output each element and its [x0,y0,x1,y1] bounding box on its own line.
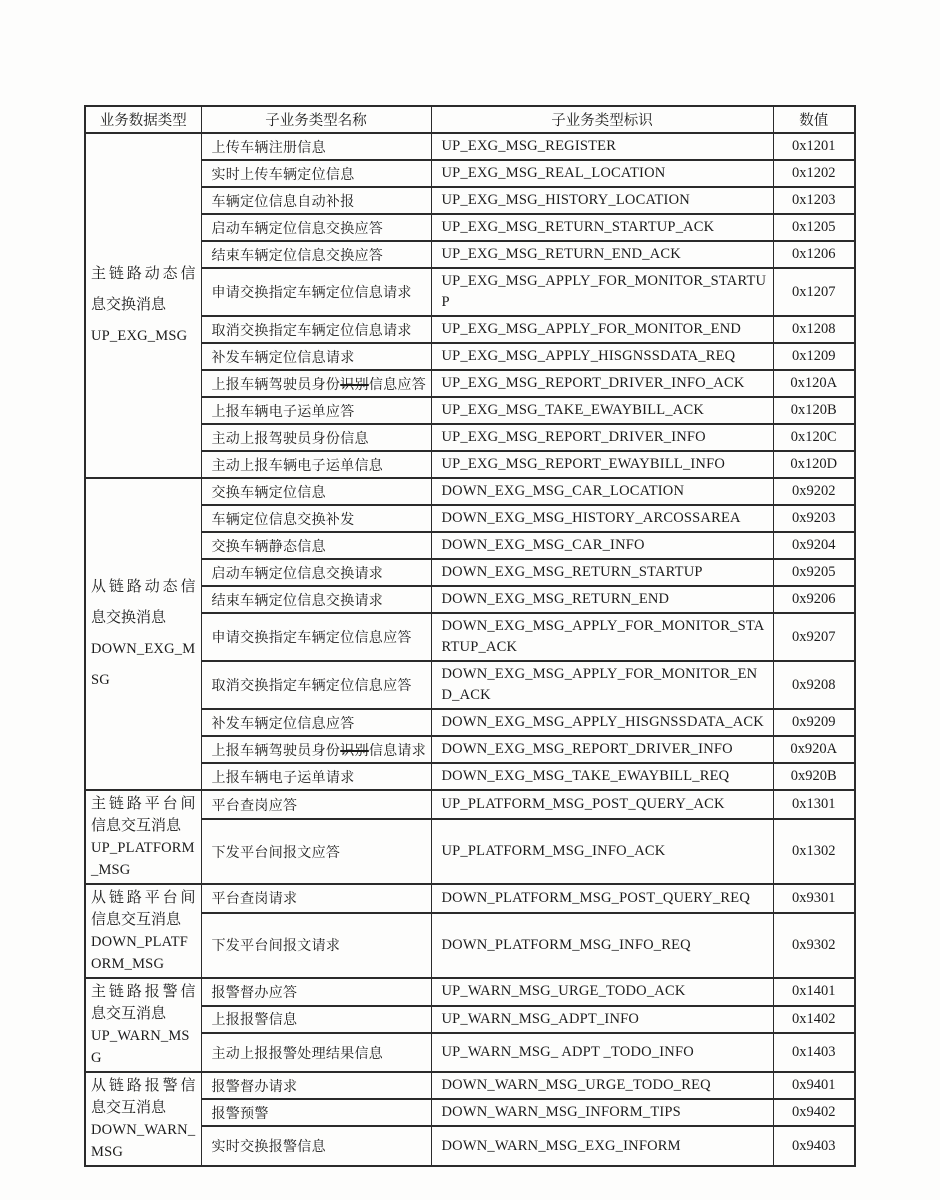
subtype-id-cell: UP_EXG_MSG_REPORT_DRIVER_INFO_ACK [431,370,773,397]
subtype-id-cell: UP_EXG_MSG_HISTORY_LOCATION [431,187,773,214]
subtype-name-cell: 交换车辆定位信息 [201,478,431,505]
subtype-name-cell: 结束车辆定位信息交换应答 [201,241,431,268]
group-label: 从链路动态信息交换消息 [91,579,196,626]
value-cell: 0x9302 [773,913,855,978]
group-label-cell [85,978,201,1072]
subtype-name-cell: 结束车辆定位信息交换请求 [201,586,431,613]
table-row [85,268,855,316]
subtype-id-cell: DOWN_EXG_MSG_APPLY_HISGNSSDATA_ACK [431,709,773,736]
subtype-name-text: 上报车辆驾驶员身份 [211,743,341,759]
subtype-name-cell: 申请交换指定车辆定位信息请求 [201,268,431,316]
subtype-id-cell: DOWN_WARN_MSG_URGE_TODO_REQ [431,1072,773,1099]
subtype-id-cell: UP_EXG_MSG_APPLY_FOR_MONITOR_STARTUP [431,268,773,316]
table-row [85,451,855,478]
table-row [85,397,855,424]
subtype-id-cell: DOWN_EXG_MSG_CAR_LOCATION [431,478,773,505]
group-code: UP_EXG_MSG [91,328,188,344]
value-cell: 0x1302 [773,819,855,884]
table-row [85,661,855,709]
table-body [85,133,855,1166]
table-row [85,819,855,884]
subtype-name-cell [201,370,431,397]
subtype-id-cell: DOWN_EXG_MSG_APPLY_FOR_MONITOR_STARTUP_ACK [431,613,773,661]
table-row [85,613,855,661]
table-row [85,1126,855,1166]
column-header: 业务数据类型 [85,106,201,133]
value-cell: 0x9403 [773,1126,855,1166]
table-row [85,1099,855,1126]
table-row [85,586,855,613]
value-cell: 0x120D [773,451,855,478]
group-code: UP_PLATFORM_MSG [91,840,195,878]
subtype-id-cell: DOWN_PLATFORM_MSG_POST_QUERY_REQ [431,884,773,913]
subtype-name-cell: 交换车辆静态信息 [201,532,431,559]
group-label: 从链路报警信息交互消息 [91,1078,196,1116]
table-row [85,884,855,913]
subtype-name-cell: 取消交换指定车辆定位信息请求 [201,316,431,343]
group-code: DOWN_EXG_MSG [91,641,196,688]
table-row [85,478,855,505]
value-cell: 0x920B [773,763,855,790]
message-types-table [84,105,856,1167]
subtype-name-cell: 取消交换指定车辆定位信息应答 [201,661,431,709]
subtype-name-cell: 主动上报报警处理结果信息 [201,1033,431,1072]
table-row [85,532,855,559]
subtype-id-cell: UP_EXG_MSG_APPLY_HISGNSSDATA_REQ [431,343,773,370]
subtype-name-cell: 启动车辆定位信息交换请求 [201,559,431,586]
subtype-name-cell: 车辆定位信息自动补报 [201,187,431,214]
value-cell: 0x1301 [773,790,855,819]
table-row [85,187,855,214]
value-cell: 0x1203 [773,187,855,214]
table-row [85,160,855,187]
table-row [85,978,855,1006]
subtype-id-cell: DOWN_WARN_MSG_INFORM_TIPS [431,1099,773,1126]
subtype-id-cell: UP_EXG_MSG_RETURN_END_ACK [431,241,773,268]
subtype-id-cell: DOWN_WARN_MSG_EXG_INFORM [431,1126,773,1166]
subtype-name-cell: 报警督办应答 [201,978,431,1006]
subtype-name-cell: 车辆定位信息交换补发 [201,505,431,532]
subtype-name-cell: 下发平台间报文请求 [201,913,431,978]
value-cell: 0x1206 [773,241,855,268]
subtype-name-cell: 上报报警信息 [201,1006,431,1034]
group-code: DOWN_WARN_MSG [91,1122,196,1160]
subtype-name-cell: 主动上报驾驶员身份信息 [201,424,431,451]
subtype-name-cell: 上报车辆电子运单应答 [201,397,431,424]
value-cell: 0x9206 [773,586,855,613]
subtype-id-cell: DOWN_EXG_MSG_CAR_INFO [431,532,773,559]
value-cell: 0x9209 [773,709,855,736]
subtype-name-cell: 平台查岗请求 [201,884,431,913]
value-cell: 0x120C [773,424,855,451]
subtype-id-cell: DOWN_PLATFORM_MSG_INFO_REQ [431,913,773,978]
table-header-row [85,106,855,133]
value-cell: 0x9205 [773,559,855,586]
value-cell: 0x1208 [773,316,855,343]
value-cell: 0x9203 [773,505,855,532]
subtype-name-cell: 平台查岗应答 [201,790,431,819]
subtype-id-cell: UP_EXG_MSG_REGISTER [431,133,773,160]
value-cell: 0x1205 [773,214,855,241]
table-row [85,1006,855,1034]
subtype-name-cell: 启动车辆定位信息交换应答 [201,214,431,241]
group-code: DOWN_PLATFORM_MSG [91,934,189,972]
table-row [85,370,855,397]
subtype-id-cell: DOWN_EXG_MSG_TAKE_EWAYBILL_REQ [431,763,773,790]
subtype-name-text: 信息应答 [368,377,427,393]
subtype-name-cell: 上报车辆电子运单请求 [201,763,431,790]
subtype-id-cell: UP_EXG_MSG_TAKE_EWAYBILL_ACK [431,397,773,424]
subtype-name-cell: 实时上传车辆定位信息 [201,160,431,187]
subtype-id-cell: UP_EXG_MSG_RETURN_STARTUP_ACK [431,214,773,241]
subtype-id-cell: UP_EXG_MSG_REPORT_EWAYBILL_INFO [431,451,773,478]
subtype-id-cell: UP_WARN_MSG_URGE_TODO_ACK [431,978,773,1006]
table-row [85,505,855,532]
struck-text: 识别 [340,743,369,759]
column-header: 子业务类型名称 [201,106,431,133]
group-label-cell [85,884,201,978]
subtype-id-cell: DOWN_EXG_MSG_REPORT_DRIVER_INFO [431,736,773,763]
subtype-id-cell: UP_PLATFORM_MSG_POST_QUERY_ACK [431,790,773,819]
value-cell: 0x920A [773,736,855,763]
table-row [85,214,855,241]
value-cell: 0x1402 [773,1006,855,1034]
table-row [85,316,855,343]
value-cell: 0x9202 [773,478,855,505]
table-row [85,133,855,160]
group-label: 主链路平台间信息交互消息 [91,796,196,834]
group-label-cell [85,790,201,884]
value-cell: 0x9401 [773,1072,855,1099]
value-cell: 0x1201 [773,133,855,160]
subtype-name-cell: 实时交换报警信息 [201,1126,431,1166]
group-label: 主链路动态信息交换消息 [91,266,196,313]
subtype-id-cell: UP_PLATFORM_MSG_INFO_ACK [431,819,773,884]
subtype-id-cell: DOWN_EXG_MSG_HISTORY_ARCOSSAREA [431,505,773,532]
subtype-id-cell: UP_EXG_MSG_APPLY_FOR_MONITOR_END [431,316,773,343]
table-row [85,343,855,370]
value-cell: 0x9207 [773,613,855,661]
table-row [85,1072,855,1099]
subtype-name-cell [201,736,431,763]
table-row [85,736,855,763]
table-row [85,709,855,736]
value-cell: 0x9402 [773,1099,855,1126]
subtype-name-cell: 主动上报车辆电子运单信息 [201,451,431,478]
subtype-name-cell: 补发车辆定位信息请求 [201,343,431,370]
table-row [85,559,855,586]
value-cell: 0x9204 [773,532,855,559]
subtype-id-cell: UP_EXG_MSG_REPORT_DRIVER_INFO [431,424,773,451]
value-cell: 0x9301 [773,884,855,913]
subtype-id-cell: DOWN_EXG_MSG_APPLY_FOR_MONITOR_END_ACK [431,661,773,709]
subtype-name-text: 信息请求 [368,743,427,759]
subtype-id-cell: UP_WARN_MSG_ ADPT _TODO_INFO [431,1033,773,1072]
value-cell: 0x120B [773,397,855,424]
subtype-name-cell: 上传车辆注册信息 [201,133,431,160]
value-cell: 0x1209 [773,343,855,370]
value-cell: 0x1207 [773,268,855,316]
table-row [85,790,855,819]
subtype-name-cell: 报警督办请求 [201,1072,431,1099]
table-row [85,1033,855,1072]
table-row [85,763,855,790]
column-header: 子业务类型标识 [431,106,773,133]
group-code: UP_WARN_MSG [91,1028,190,1066]
value-cell: 0x1401 [773,978,855,1006]
value-cell: 0x1403 [773,1033,855,1072]
table-row [85,424,855,451]
group-label: 主链路报警信息交互消息 [91,984,196,1022]
value-cell: 0x1202 [773,160,855,187]
value-cell: 0x120A [773,370,855,397]
struck-text: 识别 [340,377,369,393]
subtype-name-cell: 申请交换指定车辆定位信息应答 [201,613,431,661]
subtype-id-cell: DOWN_EXG_MSG_RETURN_END [431,586,773,613]
subtype-id-cell: DOWN_EXG_MSG_RETURN_STARTUP [431,559,773,586]
subtype-id-cell: UP_WARN_MSG_ADPT_INFO [431,1006,773,1034]
table-row [85,241,855,268]
group-label-cell [85,133,201,478]
table-row [85,913,855,978]
value-cell: 0x9208 [773,661,855,709]
subtype-id-cell: UP_EXG_MSG_REAL_LOCATION [431,160,773,187]
subtype-name-cell: 补发车辆定位信息应答 [201,709,431,736]
group-label-cell [85,478,201,790]
subtype-name-text: 上报车辆驾驶员身份 [211,377,341,393]
group-label: 从链路平台间信息交互消息 [91,890,196,928]
column-header: 数值 [773,106,855,133]
subtype-name-cell: 下发平台间报文应答 [201,819,431,884]
subtype-name-cell: 报警预警 [201,1099,431,1126]
group-label-cell [85,1072,201,1166]
